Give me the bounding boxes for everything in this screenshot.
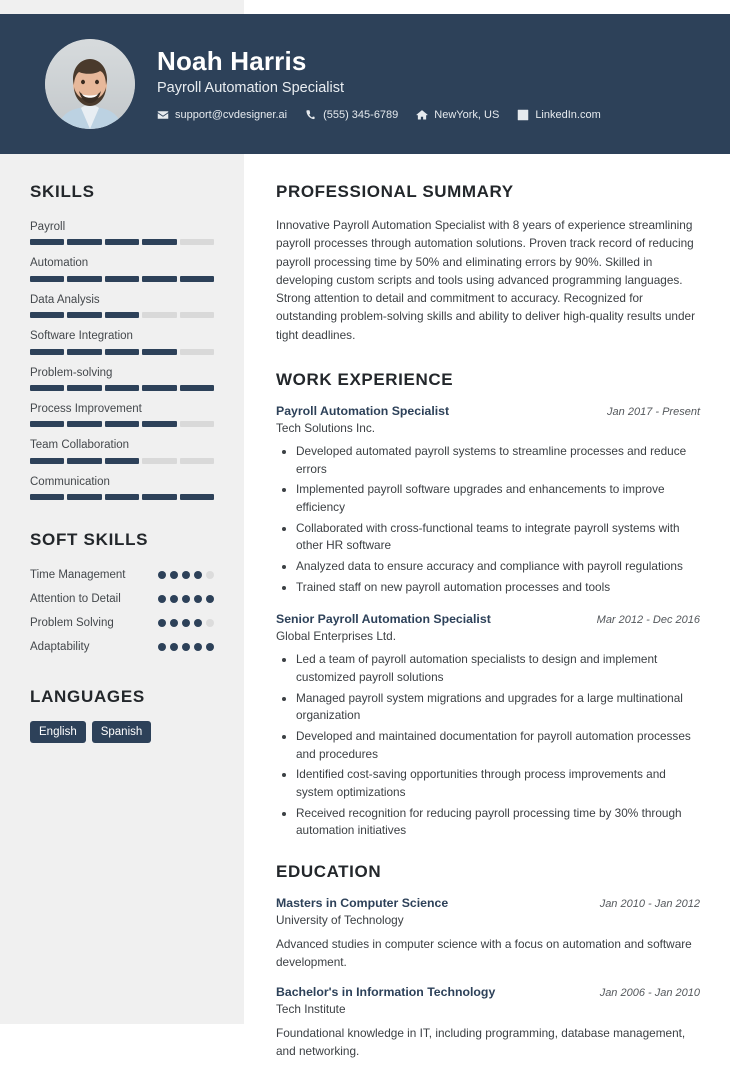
skill-label: Payroll [30,221,66,233]
skill-segment [105,385,139,391]
experience-entry [276,404,700,596]
rating-dot [206,595,214,603]
skill-bar [30,458,214,464]
skill-segment [67,421,101,427]
experience-bullet: • Identified cost-saving opportunities through process improvements and system optimizations [296,766,700,801]
skill-segment [142,494,176,500]
skill-bar [30,349,214,355]
rating-dot [194,643,202,651]
skill-segment [105,494,139,500]
skill-segment [30,421,64,427]
skill-bar [30,385,214,391]
soft-skills-heading: SOFT SKILLS [30,530,149,549]
education-title: Bachelor's in Information Technology [276,985,496,1000]
education-date: Jan 2010 - Jan 2012 [599,898,700,911]
soft-skill-item [30,640,214,655]
skill-segment [105,458,139,464]
skill-bar [30,276,214,282]
soft-skill-rating [158,619,214,627]
experience-bullet: • Analyzed data to ensure accuracy and compliance with payroll regulations [296,558,700,576]
summary-heading: PROFESSIONAL SUMMARY [276,182,514,201]
experience-entry [276,612,700,840]
rating-dot [206,643,214,651]
language-chip: Spanish [92,721,152,744]
soft-skill-item [30,592,214,607]
skill-segment [67,458,101,464]
sidebar [0,154,244,743]
skill-segment [180,494,214,500]
skill-segment [142,349,176,355]
soft-skills-list [30,568,214,655]
experience-title: Senior Payroll Automation Specialist [276,612,491,627]
skill-segment [30,385,64,391]
skill-segment [142,421,176,427]
skill-item [30,475,214,500]
education-entry [276,985,700,1060]
experience-bullet: • Managed payroll system migrations and upgrades for a large multinational organization [296,690,700,725]
languages-list [30,721,214,744]
skill-segment [67,312,101,318]
profile-photo [45,39,135,129]
skill-segment [180,239,214,245]
skill-segment [30,349,64,355]
skill-label: Problem-solving [30,366,113,379]
rating-dot [206,619,214,627]
soft-skill-label: Attention to Detail [30,592,121,605]
linkedin-icon [517,109,529,121]
skill-segment [67,385,101,391]
soft-skill-item [30,568,214,583]
experience-company: Tech Solutions Inc. [276,420,376,435]
education-entry-header [276,896,700,912]
contact-location-text: NewYork, US [434,108,500,121]
main-column [244,154,730,1075]
rating-dot [158,595,166,603]
rating-dot [158,643,166,651]
skill-label: Software Integration [30,330,133,343]
education-description: Advanced studies in computer science with a focus on automation and software development. [276,937,692,969]
rating-dot [170,571,178,579]
skill-segment [180,385,214,391]
skill-item [30,329,214,354]
rating-dot [182,571,190,579]
soft-skill-rating [158,643,214,651]
education-title: Masters in Computer Science [276,896,449,911]
skills-list [30,220,214,500]
soft-skill-rating [158,595,214,603]
contact-phone-text: (555) 345-6789 [323,108,399,121]
experience-title: Payroll Automation Specialist [276,403,450,418]
rating-dot [170,619,178,627]
skill-bar [30,421,214,427]
education-heading: EDUCATION [276,862,382,882]
experience-bullet: • Developed and maintained documentation for payroll automation processes and procedures [296,728,700,763]
experience-bullet: • Received recognition for reducing payroll processing time by 30% through automation initiatives [296,805,700,840]
skill-segment [142,458,176,464]
skill-segment [30,494,64,500]
soft-skill-label: Adaptability [30,640,90,653]
contact-email-text: support@cvdesigner.ai [175,108,288,121]
skill-segment [180,312,214,318]
skill-segment [180,421,214,427]
skill-segment [180,349,214,355]
language-chip: English [30,721,86,744]
experience-heading: WORK EXPERIENCE [276,369,454,389]
education-date: Jan 2006 - Jan 2010 [599,987,700,1000]
skill-item [30,293,214,318]
resume-header [0,14,730,154]
skill-bar [30,494,214,500]
soft-skill-rating [158,571,214,579]
experience-bullet: • Developed automated payroll systems to streamline processes and reduce errors [296,443,700,478]
skill-segment [105,276,139,282]
skill-segment [105,349,139,355]
skill-item [30,438,214,463]
skill-item [30,402,214,427]
skill-label: Team Collaboration [30,439,130,452]
skill-segment [30,312,64,318]
skill-segment [30,239,64,245]
experience-entry-header [276,612,700,628]
skill-segment [142,239,176,245]
rating-dot [170,595,178,603]
skill-segment [105,312,139,318]
skill-segment [142,312,176,318]
skill-label: Communication [30,475,110,488]
skill-bar [30,239,214,245]
rating-dot [158,619,166,627]
skill-segment [67,494,101,500]
phone-icon [305,109,317,121]
skill-item [30,220,214,245]
education-description: Foundational knowledge in IT, including programming, database management, and networking. [276,1026,686,1059]
skill-segment [142,385,176,391]
skill-segment [180,276,214,282]
contact-list [157,109,601,121]
rating-dot [194,571,202,579]
experience-bullet: • Trained staff on new payroll automation processes and tools [296,579,700,597]
rating-dot [182,595,190,603]
education-entry [276,896,700,971]
rating-dot [194,619,202,627]
header-text-block [157,47,601,121]
rating-dot [206,571,214,579]
home-icon [416,109,428,121]
skill-segment [30,276,64,282]
candidate-name: Noah Harris [157,45,307,76]
experience-bullet: • Collaborated with cross-functional teams to integrate payroll systems with other HR software [296,520,700,555]
skill-segment [67,276,101,282]
skill-bar [30,312,214,318]
skill-item [30,256,214,281]
skill-label: Automation [30,257,89,270]
contact-email[interactable] [157,109,287,121]
experience-date: Jan 2017 - Present [607,405,700,418]
rating-dot [170,643,178,651]
contact-linkedin[interactable] [517,109,600,121]
summary-text: Innovative Payroll Automation Specialist with 8 years of experience streamlining payroll processes through automation solutions. Proven track record of reducing payroll processing time by 50% and eliminating errors by 90%. Skilled in developing custom scripts and tools using advanced programming languages. Strong attention to detail and commitment to accuracy. Recognized for outstanding problem-solving skills and ability to deliver high-quality results under tight deadlines. [276,218,696,342]
skill-item [30,366,214,391]
rating-dot [158,571,166,579]
candidate-role: Payroll Automation Specialist [157,79,344,96]
languages-heading: LANGUAGES [30,686,145,706]
email-icon [157,109,169,121]
skill-label: Data Analysis [30,293,100,306]
skills-heading: SKILLS [30,182,95,201]
experience-bullets [276,443,700,597]
skill-segment [105,421,139,427]
education-school: Tech Institute [276,1002,346,1017]
skill-segment [142,276,176,282]
contact-location[interactable] [416,109,499,121]
skill-segment [105,239,139,245]
skill-segment [67,349,101,355]
rating-dot [182,643,190,651]
skill-segment [180,458,214,464]
contact-linkedin-text: LinkedIn.com [535,108,601,121]
soft-skill-item [30,616,214,631]
rating-dot [182,619,190,627]
soft-skill-label: Time Management [30,569,126,581]
experience-bullets [276,651,700,840]
experience-entry-header [276,404,700,420]
skill-segment [30,458,64,464]
skill-segment [67,239,101,245]
soft-skill-label: Problem Solving [30,616,114,629]
rating-dot [194,595,202,603]
experience-bullet: • Implemented payroll software upgrades and enhancements to improve efficiency [296,481,700,516]
skill-label: Process Improvement [30,402,142,415]
experience-bullet: • Led a team of payroll automation specialists to design and implement customized payroll solutions [296,651,700,686]
education-entry-header [276,985,700,1001]
education-school: University of Technology [276,913,404,928]
sidebar-top-strip [0,0,244,14]
experience-date: Mar 2012 - Dec 2016 [596,614,700,627]
page-top-strip [0,0,730,14]
contact-phone[interactable] [305,109,398,121]
experience-company: Global Enterprises Ltd. [276,629,396,644]
